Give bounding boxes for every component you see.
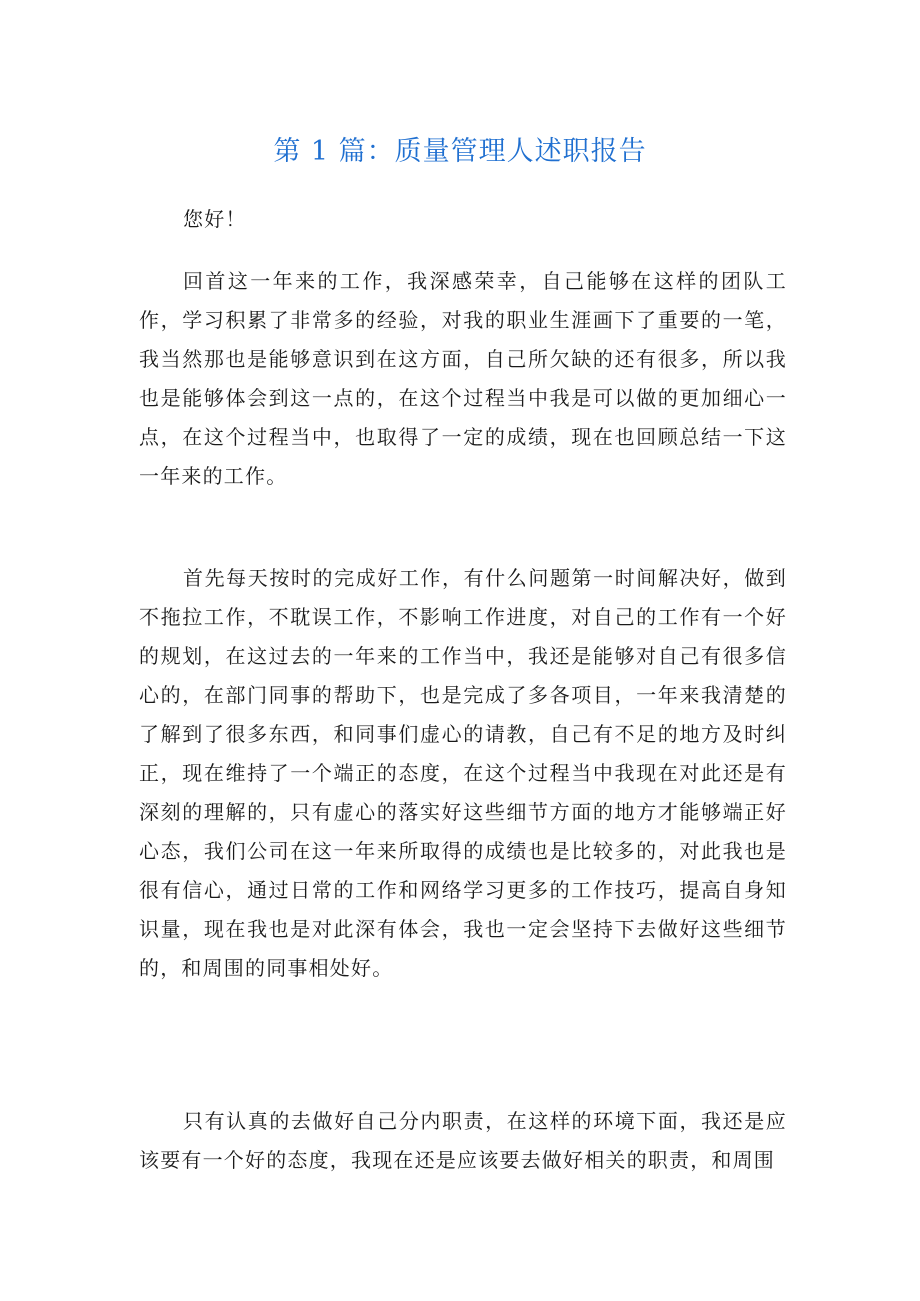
body-paragraph-2: 首先每天按时的完成好工作，有什么问题第一时间解决好，做到不拖拉工作，不耽误工作，不影响工作进度，对自己的工作有一个好的规划，在这过去的一年来的工作当中，我还是能够对自己有很多信心的，在部门同事的帮助下，也是完成了多各项目，一年来我清楚的了解到了很多东西，和同事们虚心的请教，自己有不足的地方及时纠正，现在维持了一个端正的态度，在这个过程当中我现在对此还是有深刻的理解的，只有虚心的落实好这些细节方面的地方才能够端正好心态，我们公司在这一年来所取得的成绩也是比较多的，对此我也是很有信心，通过日常的工作和网络学习更多的工作技巧，提高自身知识量，现在我也是对此深有体会，我也一定会坚持下去做好这些细节的，和周围的同事相处好。	[139, 566, 787, 980]
greeting-paragraph: 您好！	[183, 207, 247, 231]
body-paragraph-1: 回首这一年来的工作，我深感荣幸，自己能够在这样的团队工作，学习积累了非常多的经验，对我的职业生涯画下了重要的一笔，我当然那也是能够意识到在这方面，自己所欠缺的还有很多，所以我也是能够体会到这一点的，在这个过程当中我是可以做的更加细心一点，在这个过程当中，也取得了一定的成绩，现在也回顾总结一下这一年来的工作。	[139, 269, 787, 488]
body-paragraph-3: 只有认真的去做好自己分内职责，在这样的环境下面，我还是应该要有一个好的态度，我现在还是应该要去做好相关的职责，和周围	[139, 1109, 787, 1172]
document-title: 第 1 篇：质量管理人述职报告	[273, 136, 647, 167]
